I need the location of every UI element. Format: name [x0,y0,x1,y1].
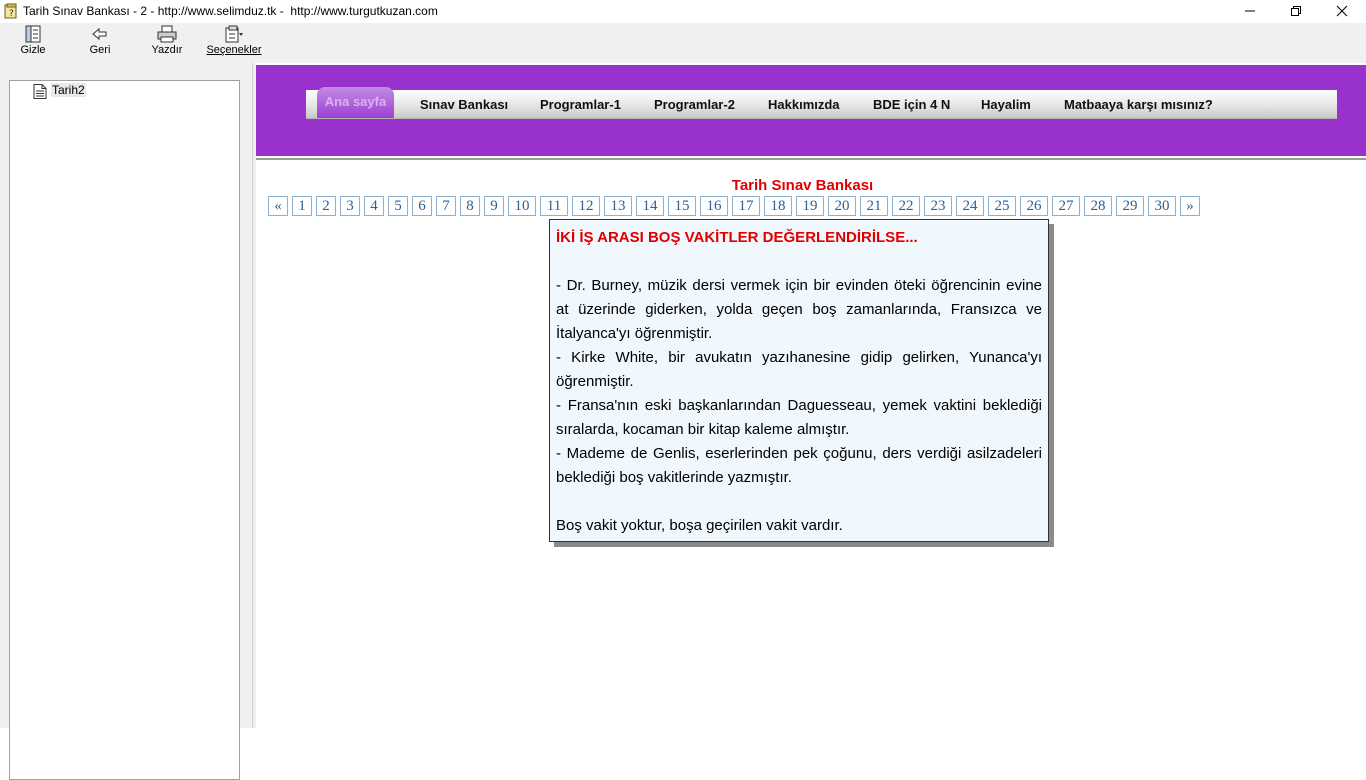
header-divider [256,158,1366,160]
options-icon [223,25,245,43]
page-link-29[interactable]: 29 [1116,196,1144,216]
svg-text:?: ? [9,9,14,19]
page-link-25[interactable]: 25 [988,196,1016,216]
nav-item-matbaa[interactable]: Matbaaya karşı mısınız? [1064,97,1213,112]
page-icon [33,84,47,99]
page-link-1[interactable]: 1 [292,196,312,216]
toolbar [0,23,1366,63]
site-header [256,65,1366,156]
article-paragraph: - Dr. Burney, müzik dersi vermek için bir evinden öteki öğrencinin evine at üzerinde giderken, yolda geçen boş zamanlarında, Fransızca ve İtalyanca'yı öğrenmiştir. [556,277,1042,342]
page-link-26[interactable]: 26 [1020,196,1048,216]
page-link-15[interactable]: 15 [668,196,696,216]
page-link-7[interactable]: 7 [436,196,456,216]
close-button[interactable] [1319,0,1365,23]
page-link-12[interactable]: 12 [572,196,600,216]
nav-home-tab[interactable]: Ana sayfa [317,87,394,118]
print-label: Yazdır [151,44,183,56]
nav-item-hakkimizda[interactable]: Hakkımızda [768,97,840,112]
tree-item-label: Tarih2 [52,83,85,97]
back-label: Geri [89,44,111,56]
article-paragraph: - Kirke White, bir avukatın yazıhanesine gidip gelirken, Yunanca'yı öğrenmiştir. [556,349,1042,390]
page-link-17[interactable]: 17 [732,196,760,216]
hide-pane-icon [23,25,43,43]
minimize-icon [1244,5,1256,17]
blank-line [556,250,1042,274]
nav-item-programlar-2[interactable]: Programlar-2 [654,97,735,112]
page-link-22[interactable]: 22 [892,196,920,216]
back-button[interactable] [80,25,120,61]
page-link-5[interactable]: 5 [388,196,408,216]
page-link-30[interactable]: 30 [1148,196,1176,216]
article-box [549,219,1049,542]
printer-icon [156,25,178,43]
page-link-8[interactable]: 8 [460,196,480,216]
blank-line [556,490,1042,514]
nav-item-hayalim[interactable]: Hayalim [981,97,1031,112]
help-book-icon [3,3,19,19]
page-link-4[interactable]: 4 [364,196,384,216]
page-link-10[interactable]: 10 [508,196,536,216]
nav-item-bde[interactable]: BDE için 4 N [873,97,951,112]
restore-button[interactable] [1273,0,1319,23]
page-prev-link[interactable]: « [268,196,288,216]
page-link-16[interactable]: 16 [700,196,728,216]
print-button[interactable] [145,25,189,61]
options-label: Seçenekler [206,44,262,56]
page-link-3[interactable]: 3 [340,196,360,216]
page-link-27[interactable]: 27 [1052,196,1080,216]
nav-item-sinav-bankasi[interactable]: Sınav Bankası [420,97,509,112]
article-paragraph: - Fransa'nın eski başkanlarından Daguesseau, yemek vaktini beklediği sıralarda, kocaman bir kitap kaleme almıştır. [556,397,1042,438]
page-link-2[interactable]: 2 [316,196,336,216]
article-title: İKİ İŞ ARASI BOŞ VAKİTLER DEĞERLENDİRİLSE... [556,229,918,246]
window-title: Tarih Sınav Bankası - 2 - http://www.selimduz.tk - http://www.turgutkuzan.com [23,4,438,18]
page-link-24[interactable]: 24 [956,196,984,216]
page-title: Tarih Sınav Bankası [731,177,874,194]
page-next-link[interactable]: » [1180,196,1200,216]
content-area [256,63,1366,728]
minimize-button[interactable] [1227,0,1273,23]
hide-label: Gizle [20,44,46,56]
title-bar [0,0,1366,23]
page-link-13[interactable]: 13 [604,196,632,216]
contents-pane [0,63,252,728]
hide-button[interactable] [13,25,53,61]
nav-menu [306,90,1337,119]
article-paragraph: - Mademe de Genlis, eserlerinden pek çoğunu, ders verdiği asilzadeleri beklediği boş vakitlerinde yazmıştır. [556,445,1042,486]
close-icon [1336,5,1348,17]
back-arrow-icon [90,25,110,43]
article-closing: Boş vakit yoktur, boşa geçirilen vakit vardır. [556,517,843,534]
page-link-20[interactable]: 20 [828,196,856,216]
page-link-9[interactable]: 9 [484,196,504,216]
restore-icon [1290,5,1302,17]
page-link-28[interactable]: 28 [1084,196,1112,216]
page-link-23[interactable]: 23 [924,196,952,216]
page-link-19[interactable]: 19 [796,196,824,216]
contents-tree[interactable] [9,80,240,780]
page-link-21[interactable]: 21 [860,196,888,216]
page-link-14[interactable]: 14 [636,196,664,216]
options-button[interactable] [204,25,264,61]
page-link-18[interactable]: 18 [764,196,792,216]
page-link-11[interactable]: 11 [540,196,568,216]
page-link-6[interactable]: 6 [412,196,432,216]
nav-item-programlar-1[interactable]: Programlar-1 [540,97,621,112]
